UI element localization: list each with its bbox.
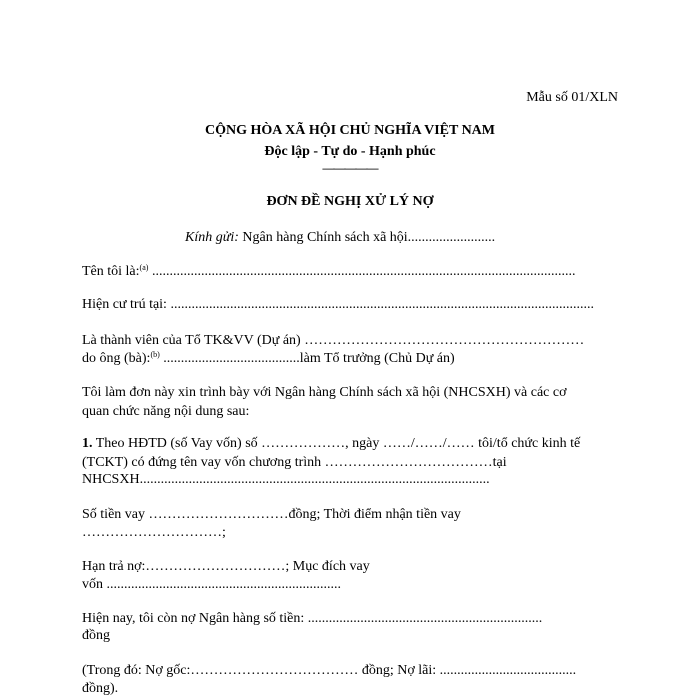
leader-label: do ông (bà): bbox=[82, 351, 151, 366]
breakdown-line-2: đồng). bbox=[82, 681, 119, 696]
member-line-1: Là thành viên của Tổ TK&VV (Dự án) …………………………………………………… bbox=[82, 333, 585, 348]
leader-blank: .......................................làm Tổ trưởng (Chủ Dự án) bbox=[159, 351, 455, 366]
item1-line-3: NHCSXH.................................................................................................... bbox=[82, 472, 490, 487]
national-title: CỘNG HÒA XÃ HỘI CHỦ NGHĨA VIỆT NAM bbox=[204, 123, 495, 138]
debt-line-1: Hiện nay, tôi còn nợ Ngân hàng số tiền: ................................................................... bbox=[82, 611, 543, 626]
leader-footnote-mark: (b) bbox=[150, 350, 160, 359]
breakdown-line-1: (Trong đó: Nợ gốc:……………………………… đồng; Nợ lãi: ....................................... bbox=[82, 663, 577, 678]
debt-line-2: đồng bbox=[82, 628, 110, 643]
name-label: Tên tôi là: bbox=[82, 264, 140, 279]
intro-line-2: quan chức năng nội dung sau: bbox=[82, 404, 250, 419]
recipient-text: Ngân hàng Chính sách xã hội......................... bbox=[238, 230, 496, 245]
loan-line-1: Số tiền vay …………………………đồng; Thời điểm nhận tiền vay bbox=[82, 507, 461, 522]
item1-text: Theo HĐTD (số Vay vốn) số ………………, ngày ……/……/…… tôi/tổ chức kinh tế bbox=[92, 436, 581, 451]
item1-line-2: (TCKT) có đứng tên vay vốn chương trình ………………………………tại bbox=[82, 455, 507, 470]
national-motto: Độc lập - Tự do - Hạnh phúc bbox=[264, 144, 436, 159]
due-line-2: vốn ................................................................... bbox=[82, 577, 341, 592]
recipient-line bbox=[185, 230, 495, 246]
name-blank: ......................................................................................................................... bbox=[148, 264, 576, 279]
header-divider: ————— bbox=[322, 161, 378, 175]
recipient-label: Kính gửi: bbox=[185, 230, 239, 245]
loan-line-2: …………………………; bbox=[82, 525, 226, 540]
member-line-2 bbox=[82, 350, 455, 367]
name-footnote-mark: (a) bbox=[139, 263, 149, 272]
item1-number: 1. bbox=[82, 436, 93, 451]
intro-line-1: Tôi làm đơn này xin trình bày với Ngân hàng Chính sách xã hội (NHCSXH) và các cơ bbox=[82, 385, 567, 400]
document-title: ĐƠN ĐỀ NGHỊ XỬ LÝ NỢ bbox=[266, 194, 434, 209]
name-line bbox=[82, 263, 575, 280]
residence-line: Hiện cư trú tại: ......................................................................................................................... bbox=[82, 297, 594, 312]
due-line-1: Hạn trả nợ:…………………………; Mục đích vay bbox=[82, 559, 370, 574]
form-code: Mẫu số 01/XLN bbox=[526, 90, 618, 105]
item1-line-1 bbox=[82, 436, 580, 452]
